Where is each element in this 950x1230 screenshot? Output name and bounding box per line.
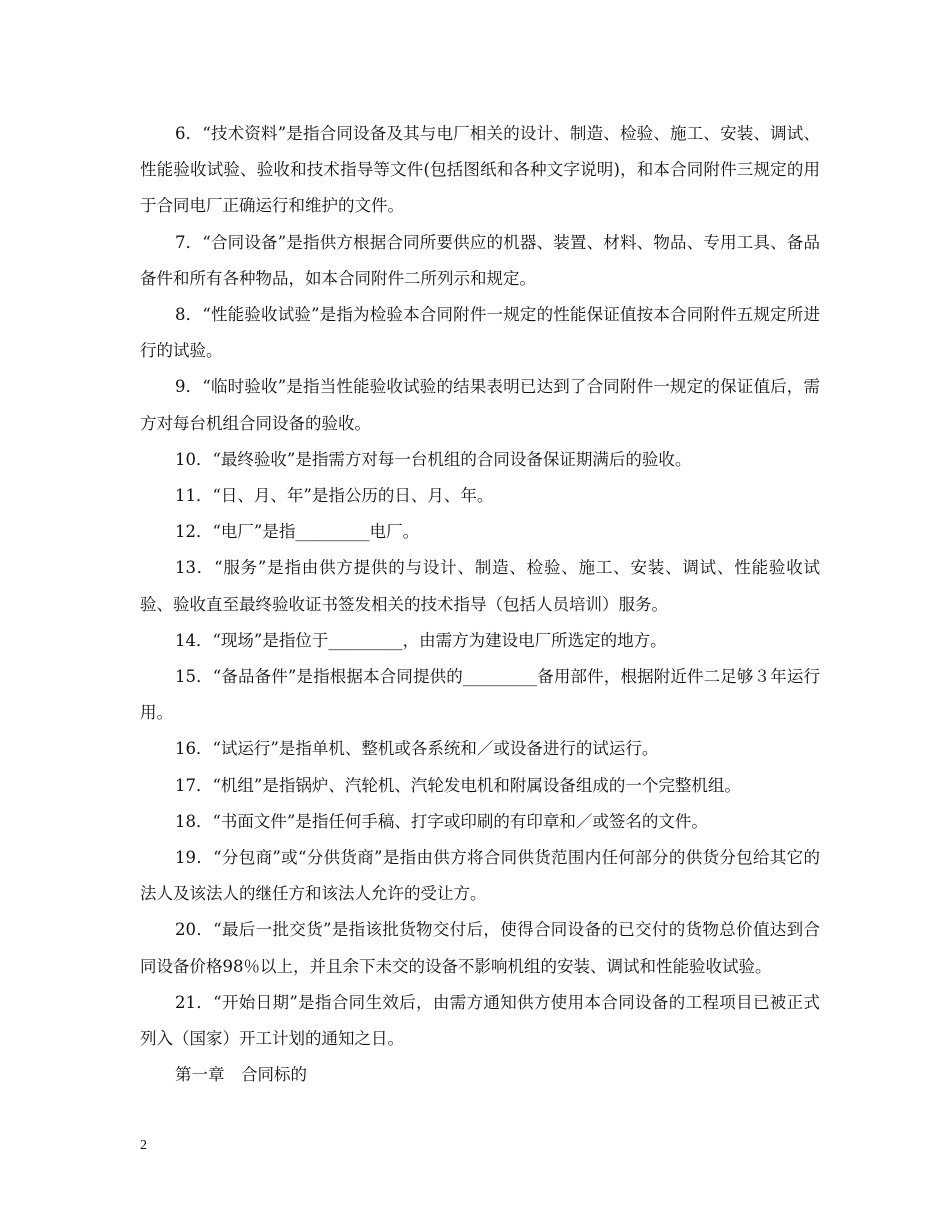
definition-paragraph-10: 10．“最终验收”是指需方对每一台机组的合同设备保证期满后的验收。 [175, 449, 692, 469]
definition-paragraph-6: 6．“技术资料”是指合同设备及其与电厂相关的设计、制造、检验、施工、安装、调试、性能验收试验、验收和技术指导等文件(包括图纸和各种文字说明)，和本合同附件三规定的用于合同电厂正确运行和维护的文件。 [140, 124, 820, 216]
definition-paragraph-12: 12．“电厂”是指_________电厂。 [175, 522, 420, 542]
definition-paragraph-13: 13．“服务”是指由供方提供的与设计、制造、检验、施工、安装、调试、性能验收试验、验收直至最终验收证书签发相关的技术指导（包括人员培训）服务。 [140, 558, 820, 614]
chapter-heading: 第一章 合同标的 [175, 1065, 307, 1085]
document-body [140, 116, 820, 1093]
definition-paragraph-19: 19．“分包商”或“分供货商”是指由供方将合同供货范围内任何部分的供货分包给其它的法人及该法人的继任方和该法人允许的受让方。 [140, 848, 820, 904]
definition-paragraph-9: 9．“临时验收”是指当性能验收试验的结果表明已达到了合同附件一规定的保证值后，需方对每台机组合同设备的验收。 [140, 377, 820, 433]
definition-paragraph-11: 11．“日、月、年”是指公历的日、月、年。 [175, 486, 494, 506]
definition-paragraph-16: 16．“试运行”是指单机、整机或各系统和／或设备进行的试运行。 [175, 739, 659, 759]
definition-paragraph-20: 20．“最后一批交货”是指该批货物交付后，使得合同设备的已交付的货物总价值达到合同设备价格98％以上，并且余下未交的设备不影响机组的安装、调试和性能验收试验。 [140, 920, 820, 976]
definition-paragraph-8: 8．“性能验收试验”是指为检验本合同附件一规定的性能保证值按本合同附件五规定所进行的试验。 [140, 305, 820, 361]
definition-paragraph-15: 15．“备品备件”是指根据本合同提供的_________备用部件，根据附近件二足够３年运行用。 [140, 667, 820, 723]
definition-paragraph-14: 14．“现场”是指位于_________，由需方为建设电厂所选定的地方。 [175, 630, 667, 650]
definition-paragraph-17: 17．“机组”是指锅炉、汽轮机、汽轮发电机和附属设备组成的一个完整机组。 [175, 775, 741, 795]
definition-paragraph-7: 7．“合同设备”是指供方根据合同所要供应的机器、装置、材料、物品、专用工具、备品备件和所有各种物品，如本合同附件二所列示和规定。 [140, 232, 820, 288]
definition-paragraph-21: 21．“开始日期”是指合同生效后，由需方通知供方使用本合同设备的工程项目已被正式列入（国家）开工计划的通知之日。 [140, 992, 820, 1049]
definition-paragraph-18: 18．“书面文件”是指任何手稿、打字或印刷的有印章和／或签名的文件。 [175, 811, 708, 831]
page-number: 2 [140, 1138, 147, 1153]
